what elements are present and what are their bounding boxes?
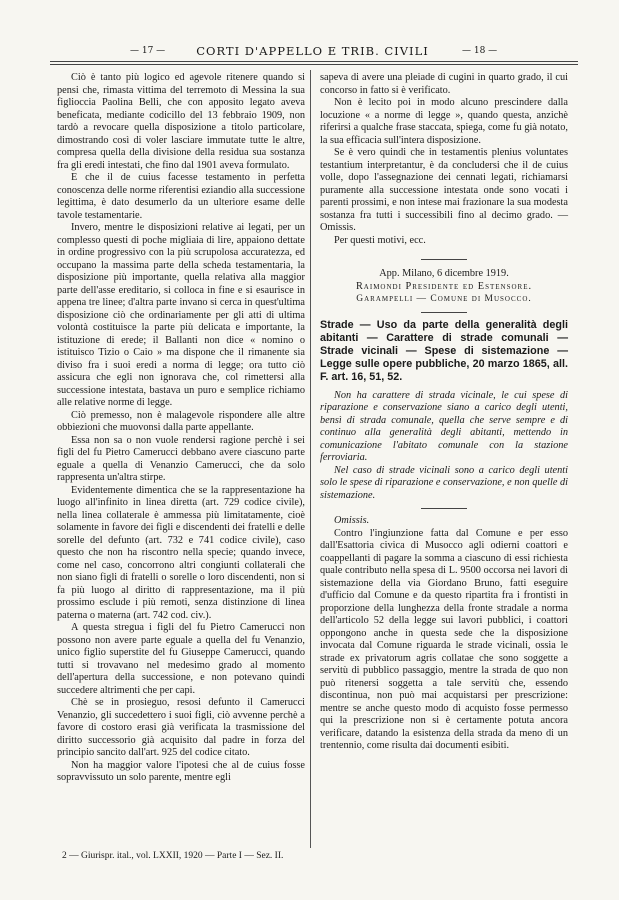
- paragraph: Ciò premesso, non è malagevole rispondere alle altre obbiezioni che muovonsi dalla parte appellante.: [57, 409, 305, 433]
- court-composition: Raimondi Presidente ed Estensore.: [355, 280, 533, 292]
- paragraph: Non ha maggior valore l'ipotesi che al de cuius fosse sopravvissuto un solo parente, mentre egli: [57, 759, 305, 783]
- page-number-left: — 17 —: [130, 46, 166, 56]
- paragraph: Invero, mentre le disposizioni relative ai legati, per un complesso questi di poche migliaia di lire, appaiono dettate in ordine progressivo con la più scrupolosa accuratezza, ed occupano la massima parte della scheda testamentaria, la disposizione più importante, quella relativa alla maggior parte dell'asse ereditario, si colloca in fine e si esaurisce in appena tre linee; d'altra parte invano si cerca in quest'ultima disposizione ciò che ordinariamente per gli atti di ultima volontà costituisce la parte più delicata e importante, la istituzione di erede; il Ballanti non dice « nomino o istituisco Tizio o Caio » ma dispone che il rimanente sia diviso fra i suoi eredi a norma di legge; ora tutto ciò assicura che egli non ignorava che, col rimettersi alla successione intestata, bastava un puro e semplice richiamo alle relative norme di legge.: [57, 222, 305, 408]
- section-separator: [421, 508, 467, 509]
- massima: Non ha carattere di strada vicinale, le cui spese di riparazione e conservazione siano a carico degli utenti, bensì di strada comunale, quella che serve sempre e di continuo alla generalità degli abitanti, mettendo in comunicazione l'abitato comunale con la stazione ferroviaria.: [320, 389, 568, 463]
- massima: Nel caso di strade vicinali sono a carico degli utenti solo le spese di riparazione e conservazione, e non quelle di sistemazione.: [320, 464, 568, 501]
- running-title: CORTI D'APPELLO E TRIB. CIVILI: [196, 44, 429, 58]
- parties: Garampelli — Comune di Musocco.: [356, 294, 532, 304]
- paragraph: Non è lecito poi in modo alcuno prescindere dalla locuzione « a norme di legge », quando questa, anzichè riferirsi a qualche frase staccata, spiega, come fu già notato, la sua efficacia sull'intera disposizione.: [320, 97, 568, 146]
- running-header: [50, 44, 575, 60]
- case-heading: Strade — Uso da parte della generalità degli abitanti — Carattere di strade comunali — Strade vicinali — Spese di sistemazione — Legge sulle opere pubbliche, 20 marzo 1865, all. F. art. 16, 51, 52.: [320, 318, 568, 383]
- paragraph: Essa non sa o non vuole rendersi ragione perchè i sei figli del fu Pietro Camerucci debbano avere ciascuno parte eguale a quella di Venanzio Camerucci, che da solo rappresenta un'altra stirpe.: [57, 434, 305, 483]
- paragraph: A questa stregua i figli del fu Pietro Camerucci non possono non avere parte eguale a quella del fu Venanzio, unico figlio superstite del fu Giuseppe Camerucci, quando tutti si trovavano nel medesimo grado al momento dell'apertura della successione, e non potevano quindi succedere altrimenti che per capi.: [57, 622, 305, 696]
- paragraph: Contro l'ingiunzione fatta dal Comune e per esso dall'Esattoria civica di Musocco agli odierni coattori e coappellanti di pagare la somma a ciascuno di essi richiesta quale contributo nella spesa di L. 9500 occorsa nei lavori di sistemazione della via Giordano Bruno, fatti eseguire d'ufficio dal Comune e da questo ripartita fra i frontisti in proporzione della lunghezza della fronte stradale a norma dell'articolo 52 della legge sui lavori pubblici, i coattori oppongono anche in questa sede che la disposizione invocata dal Comune riguarda le strade vicinali, ossia le strade ex privatorum agris collatae che sono soggette a servitù di pubblico passaggio, mentre la strada de quo non può ritenersi soggetta a tale servitù che, essendo discontinua, non può mai acquistarsi per prescrizione: mentre se anche questo modo di acquisto fosse permesso qui la prescrizione non si è certamente potuta ancora verificare, datando la esistenza della strada da meno di un trentennio, come risulta dai documenti esibiti.: [320, 527, 568, 751]
- decision-date: App. Milano, 6 dicembre 1919.: [379, 268, 509, 279]
- page-number-right: — 18 —: [462, 46, 498, 56]
- paragraph: Per questi motivi, ecc.: [334, 234, 426, 246]
- header-rule-top: [50, 61, 578, 62]
- paragraph: Ciò è tanto più logico ed agevole ritenere quando si pensi che, rimasta vittima del terremoto di Messina la sua figlioccia Paolina Belli, che con apposito legato aveva beneficata, mediante codicillo del 13 febbraio 1909, non tardò a revocare quella disposizione a titolo particolare, dimostrando così di voler lasciare immutate tutte le altre, compresa quella della divisione della residua sua sostanza fra gli eredi intestati, che fino dal 1901 aveva formulato.: [57, 72, 305, 171]
- header-rule-bottom: [50, 64, 578, 65]
- paragraph: Chè se in prosieguo, resosi defunto il Camerucci Venanzio, gli succedettero i suoi figli, ciò avvenne perchè a favore di costoro erasi già verificata la trasmissione del diritto successorio già acquisito dal padre in forza del principio sancito dall'art. 925 del codice citato.: [57, 697, 305, 758]
- paragraph: sapeva di avere una pleiade di cugini in quarto grado, il cui concorso in fatto si è verificato.: [320, 72, 568, 96]
- paragraph: Evidentemente dimentica che se la rappresentazione ha luogo all'infinito in linea diretta (art. 729 codice civile), nella linea collaterale è ammessa più limitatamente, cioè solamente in favore dei figli e discendenti dei fratelli e delle sorelle del defunto (art. 732 e 741 codice civile), caso questo che non ha riscontro nella specie; quando invece, come nel caso, concorrono altri congiunti collaterali che non siano figli di fratelli o sorelle o loro discendenti, non si fa più luogo al diritto di rappresentazione, ma il più prossimo esclude i più remoti, senza distinzione di linea paterna o materna (art. 742 cod. civ.).: [57, 484, 305, 621]
- left-column: [57, 72, 305, 785]
- paragraph: Se è vero quindi che in testamentis plenius voluntates testantium interpretantur, è da concludersi che il de cuius volle, dopo l'assegnazione dei cennati legati, richiamarsi puramente alla successione intestata onde sono vocati i parenti prossimi, e non intese mai frazionare la sua modesta sostanza fra tutti i successibili fino al decimo grado. — Omissis.: [320, 147, 568, 233]
- page-footer: 2 — Giurispr. ital., vol. LXXII, 1920 — Parte I — Sez. II.: [62, 851, 284, 861]
- paragraph: E che il de cuius facesse testamento in perfetta conoscenza delle norme riferentisi eziandio alla successione legittima, è dato desumerlo da un ulteriore esame delle tavole testamentarie.: [57, 172, 305, 221]
- omissis-label: Omissis.: [334, 515, 370, 526]
- section-separator: [421, 259, 467, 260]
- section-separator: [421, 312, 467, 313]
- right-column: [320, 72, 568, 753]
- column-divider: [310, 70, 311, 848]
